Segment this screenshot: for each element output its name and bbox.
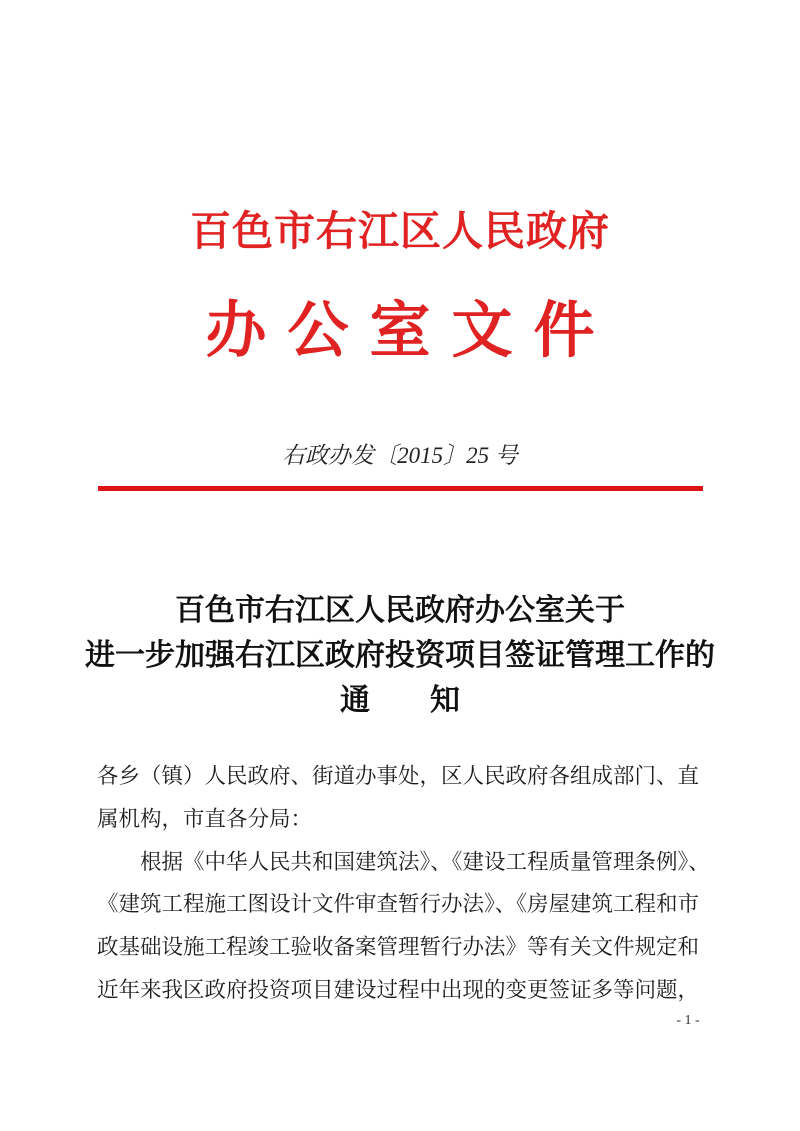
- page-number: - 1 -: [676, 1013, 700, 1028]
- body-line-addressee-1: 各乡（镇）人民政府、街道办事处，区人民政府各组成部门、直: [97, 764, 700, 788]
- body-line-paragraph-3: 政基础设施工程竣工验收备案管理暂行办法》等有关文件规定和: [97, 935, 700, 960]
- body-line-paragraph-4: 近年来我区政府投资项目建设过程中出现的变更签证多等问题，: [97, 977, 700, 1002]
- red-divider-rule: [98, 486, 703, 491]
- body-line-addressee-2: 属机构，市直各分局：: [97, 806, 313, 831]
- document-reference-number: 右政办发〔2015〕25 号: [282, 443, 518, 468]
- document-type-heading: 办公室文件: [205, 296, 616, 364]
- title-line-1: 百色市右江区人民政府办公室关于: [175, 594, 625, 627]
- body-line-paragraph-1: 根据《中华人民共和国建筑法》、《建设工程质量管理条例》、: [140, 849, 710, 874]
- document-body: [97, 755, 713, 1012]
- document-title: [50, 588, 750, 723]
- title-line-3: 通 知: [340, 684, 460, 717]
- title-line-2: 进一步加强右江区政府投资项目签证管理工作的: [85, 639, 715, 672]
- issuing-organization-heading: 百色市右江区人民政府: [190, 208, 610, 254]
- body-line-paragraph-2: 《建筑工程施工图设计文件审查暂行办法》、《房屋建筑工程和市: [97, 892, 700, 917]
